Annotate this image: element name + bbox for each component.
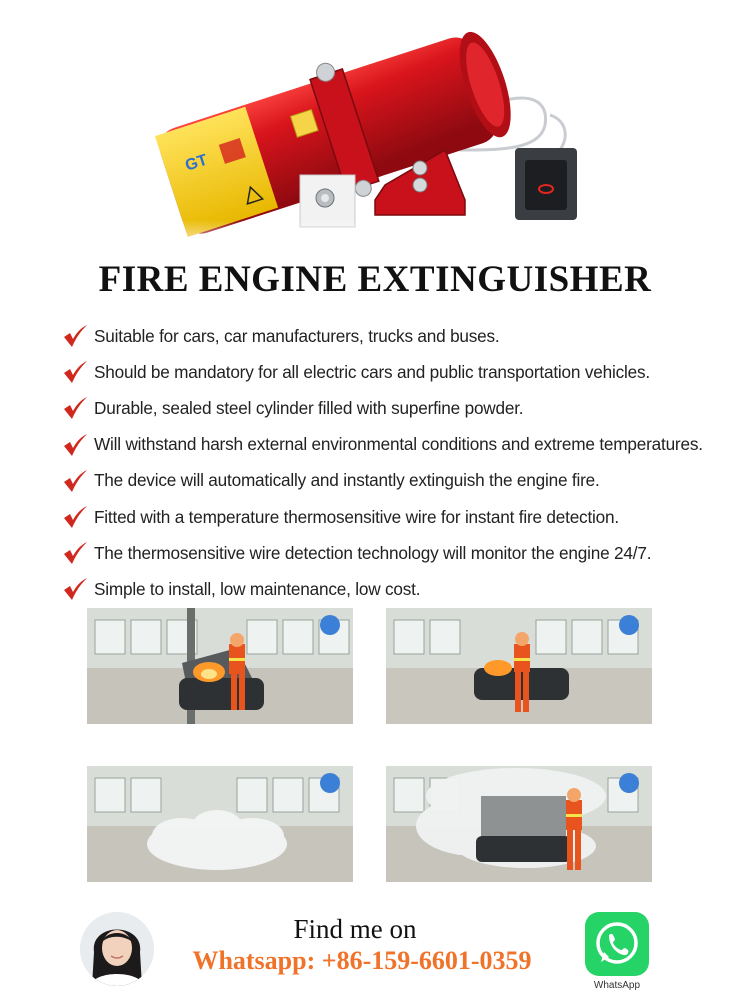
- feature-item: [62, 535, 742, 571]
- whatsapp-caption: WhatsApp: [593, 980, 641, 991]
- whatsapp-number[interactable]: Whatsapp: +86-159-6601-0359: [192, 946, 532, 975]
- check-mark-icon: [62, 323, 88, 349]
- feature-list: [62, 318, 742, 608]
- feature-text: Simple to install, low maintenance, low cost.: [94, 578, 421, 599]
- feature-item: [62, 499, 742, 535]
- product-image: [120, 0, 620, 255]
- page-title: FIRE ENGINE EXTINGUISHER: [98, 259, 652, 300]
- feature-text: Durable, sealed steel cylinder filled with superfine powder.: [94, 397, 524, 418]
- check-mark-icon: [62, 395, 88, 421]
- feature-text: Should be mandatory for all electric cars and public transportation vehicles.: [94, 361, 650, 382]
- feature-item: [62, 571, 742, 607]
- find-me-text: Find me on: [293, 914, 417, 944]
- feature-item: [62, 463, 742, 499]
- check-mark-icon: [62, 540, 88, 566]
- contact-avatar: [80, 912, 154, 986]
- svg-text:GT: GT: [183, 151, 210, 175]
- demo-photo-powder-cloud: [87, 766, 353, 882]
- feature-item: [62, 354, 742, 390]
- feature-text: Will withstand harsh external environmental conditions and extreme temperatures.: [94, 434, 703, 455]
- demo-photo-fire: [87, 608, 353, 724]
- check-mark-icon: [62, 432, 88, 458]
- whatsapp-icon[interactable]: [585, 912, 649, 976]
- feature-text: Suitable for cars, car manufacturers, trucks and buses.: [94, 325, 500, 346]
- check-mark-icon: [62, 468, 88, 494]
- check-mark-icon: [62, 504, 88, 530]
- feature-text: The device will automatically and instantly extinguish the engine fire.: [94, 470, 600, 491]
- feature-text: The thermosensitive wire detection technology will monitor the engine 24/7.: [94, 542, 652, 563]
- check-mark-icon: [62, 576, 88, 602]
- feature-item: [62, 318, 742, 354]
- feature-item: [62, 427, 742, 463]
- demo-photo-firefighter: [386, 608, 652, 724]
- check-mark-icon: [62, 359, 88, 385]
- feature-text: Fitted with a temperature thermosensitive wire for instant fire detection.: [94, 506, 619, 527]
- feature-item: [62, 390, 742, 426]
- demo-photo-smoke: [386, 766, 652, 882]
